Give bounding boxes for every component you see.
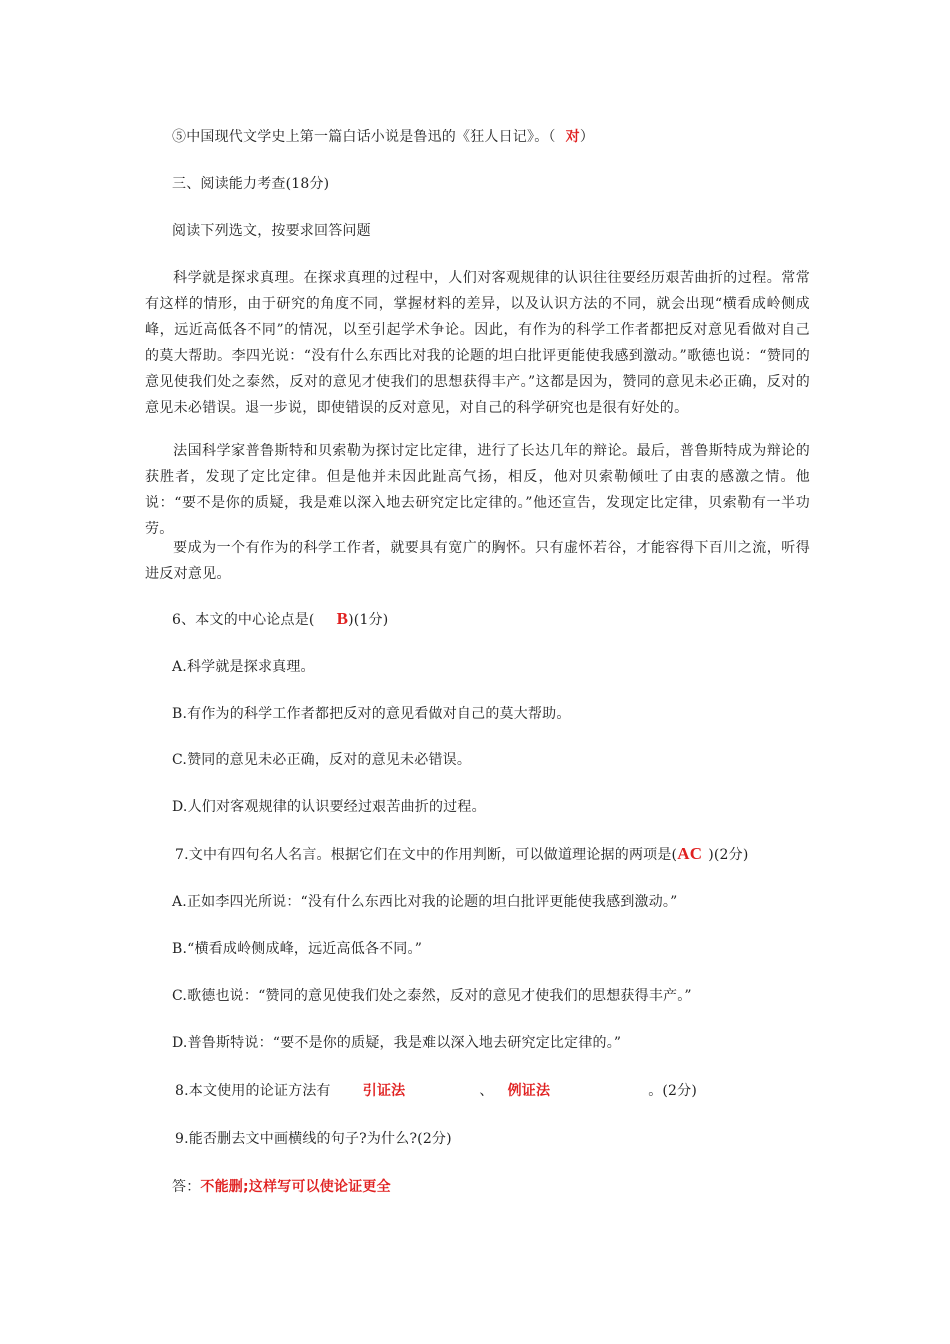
- section-3-title: 三、阅读能力考查(18分): [172, 176, 330, 192]
- passage-paragraph-2: [145, 438, 810, 542]
- question-9-answer: [172, 1179, 391, 1195]
- question-8-separator: 、: [479, 1083, 494, 1099]
- passage-paragraph-2-text: 法国科学家普鲁斯特和贝索勒为探讨定比定律，进行了长达几年的辩论。最后，普鲁斯特成为辩论的获胜者，发现了定比定律。但是他并未因此趾高气扬，相反，他对贝索勒倾吐了由衷的感激之情。他说：“要不是你的质疑，我是难以深入地去研究定比定律的。”他还宣告，发现定比定律，贝索勒有一半功劳。: [145, 443, 810, 537]
- question-9-answer-text: 不能删;这样写可以使论证更全: [200, 1179, 391, 1195]
- question-7-answer: AC: [677, 844, 703, 863]
- question-7-option-d: D.普鲁斯特说：“要不是你的质疑，我是难以深入地去研究定比定律的。”: [172, 1035, 622, 1051]
- passage-paragraph-1-text: 科学就是探求真理。在探求真理的过程中，人们对客观规律的认识往往要经历艰苦曲折的过程。常常有这样的情形，由于研究的角度不同，掌握材料的差异，以及认识方法的不同，就会出现“横看成岭侧成峰，远近高低各不同”的情况，以至引起学术争论。因此，有作为的科学工作者都把反对意见看做对自己的莫大帮助。李四光说：“没有什么东西比对我的论题的坦白批评更能使我感到激动。”歌德也说：“赞同的意见使我们处之泰然，反对的意见才使我们的思想获得丰产。”这都是因为，赞同的意见未必正确，反对的意见未必错误。退一步说，即使错误的反对意见，对自己的科学研究也是很有好处的。: [145, 270, 810, 416]
- question-8: [175, 1083, 697, 1099]
- question-6-option-d: D.人们对客观规律的认识要经过艰苦曲折的过程。: [172, 799, 486, 815]
- question-7-option-b: B.“横看成岭侧成峰，远近高低各不同。”: [172, 941, 423, 957]
- question-7-tail: )(2分): [708, 847, 749, 863]
- question-6-option-b: B.有作为的科学工作者都把反对的意见看做对自己的莫大帮助。: [172, 706, 571, 722]
- question-8-answer-2: 例证法: [507, 1083, 551, 1099]
- passage-paragraph-1: [145, 265, 810, 421]
- question-7-stem: 7.文中有四句名人名言。根据它们在文中的作用判断，可以做道理论据的两项是(: [175, 847, 678, 863]
- question-7-option-a: A.正如李四光所说：“没有什么东西比对我的论题的坦白批评更能使我感到激动。”: [172, 894, 678, 910]
- question-5-close: ）: [579, 129, 595, 145]
- question-8-answer-1: 引证法: [362, 1083, 406, 1099]
- question-7-option-c: C.歌德也说：“赞同的意见使我们处之泰然，反对的意见才使我们的思想获得丰产。”: [172, 988, 692, 1004]
- question-6-tail: )(1分): [348, 612, 389, 628]
- question-6-stem: 6、本文的中心论点是(: [172, 612, 315, 628]
- question-5-text: ⑤中国现代文学史上第一篇白话小说是鲁迅的《狂人日记》。（: [172, 129, 556, 145]
- passage-paragraph-3: [145, 535, 810, 587]
- question-5: [172, 129, 594, 145]
- question-6-option-c: C.赞同的意见未必正确，反对的意见未必错误。: [172, 752, 472, 768]
- question-8-tail: 。(2分): [648, 1083, 698, 1099]
- question-6-answer: B: [336, 609, 349, 628]
- question-7: [175, 846, 748, 863]
- question-9-answer-label: 答：: [172, 1179, 201, 1195]
- question-6: [172, 611, 388, 628]
- question-9: 9.能否删去文中画横线的句子?为什么?(2分): [175, 1131, 452, 1147]
- question-8-stem: 8.本文使用的论证方法有: [175, 1083, 331, 1099]
- question-5-answer: 对: [565, 129, 580, 145]
- reading-instruction: 阅读下列选文，按要求回答问题: [172, 223, 371, 239]
- passage-paragraph-3-text: 要成为一个有作为的科学工作者，就要具有宽广的胸怀。只有虚怀若谷，才能容得下百川之流，听得进反对意见。: [145, 540, 810, 582]
- question-6-option-a: A.科学就是探求真理。: [172, 659, 315, 675]
